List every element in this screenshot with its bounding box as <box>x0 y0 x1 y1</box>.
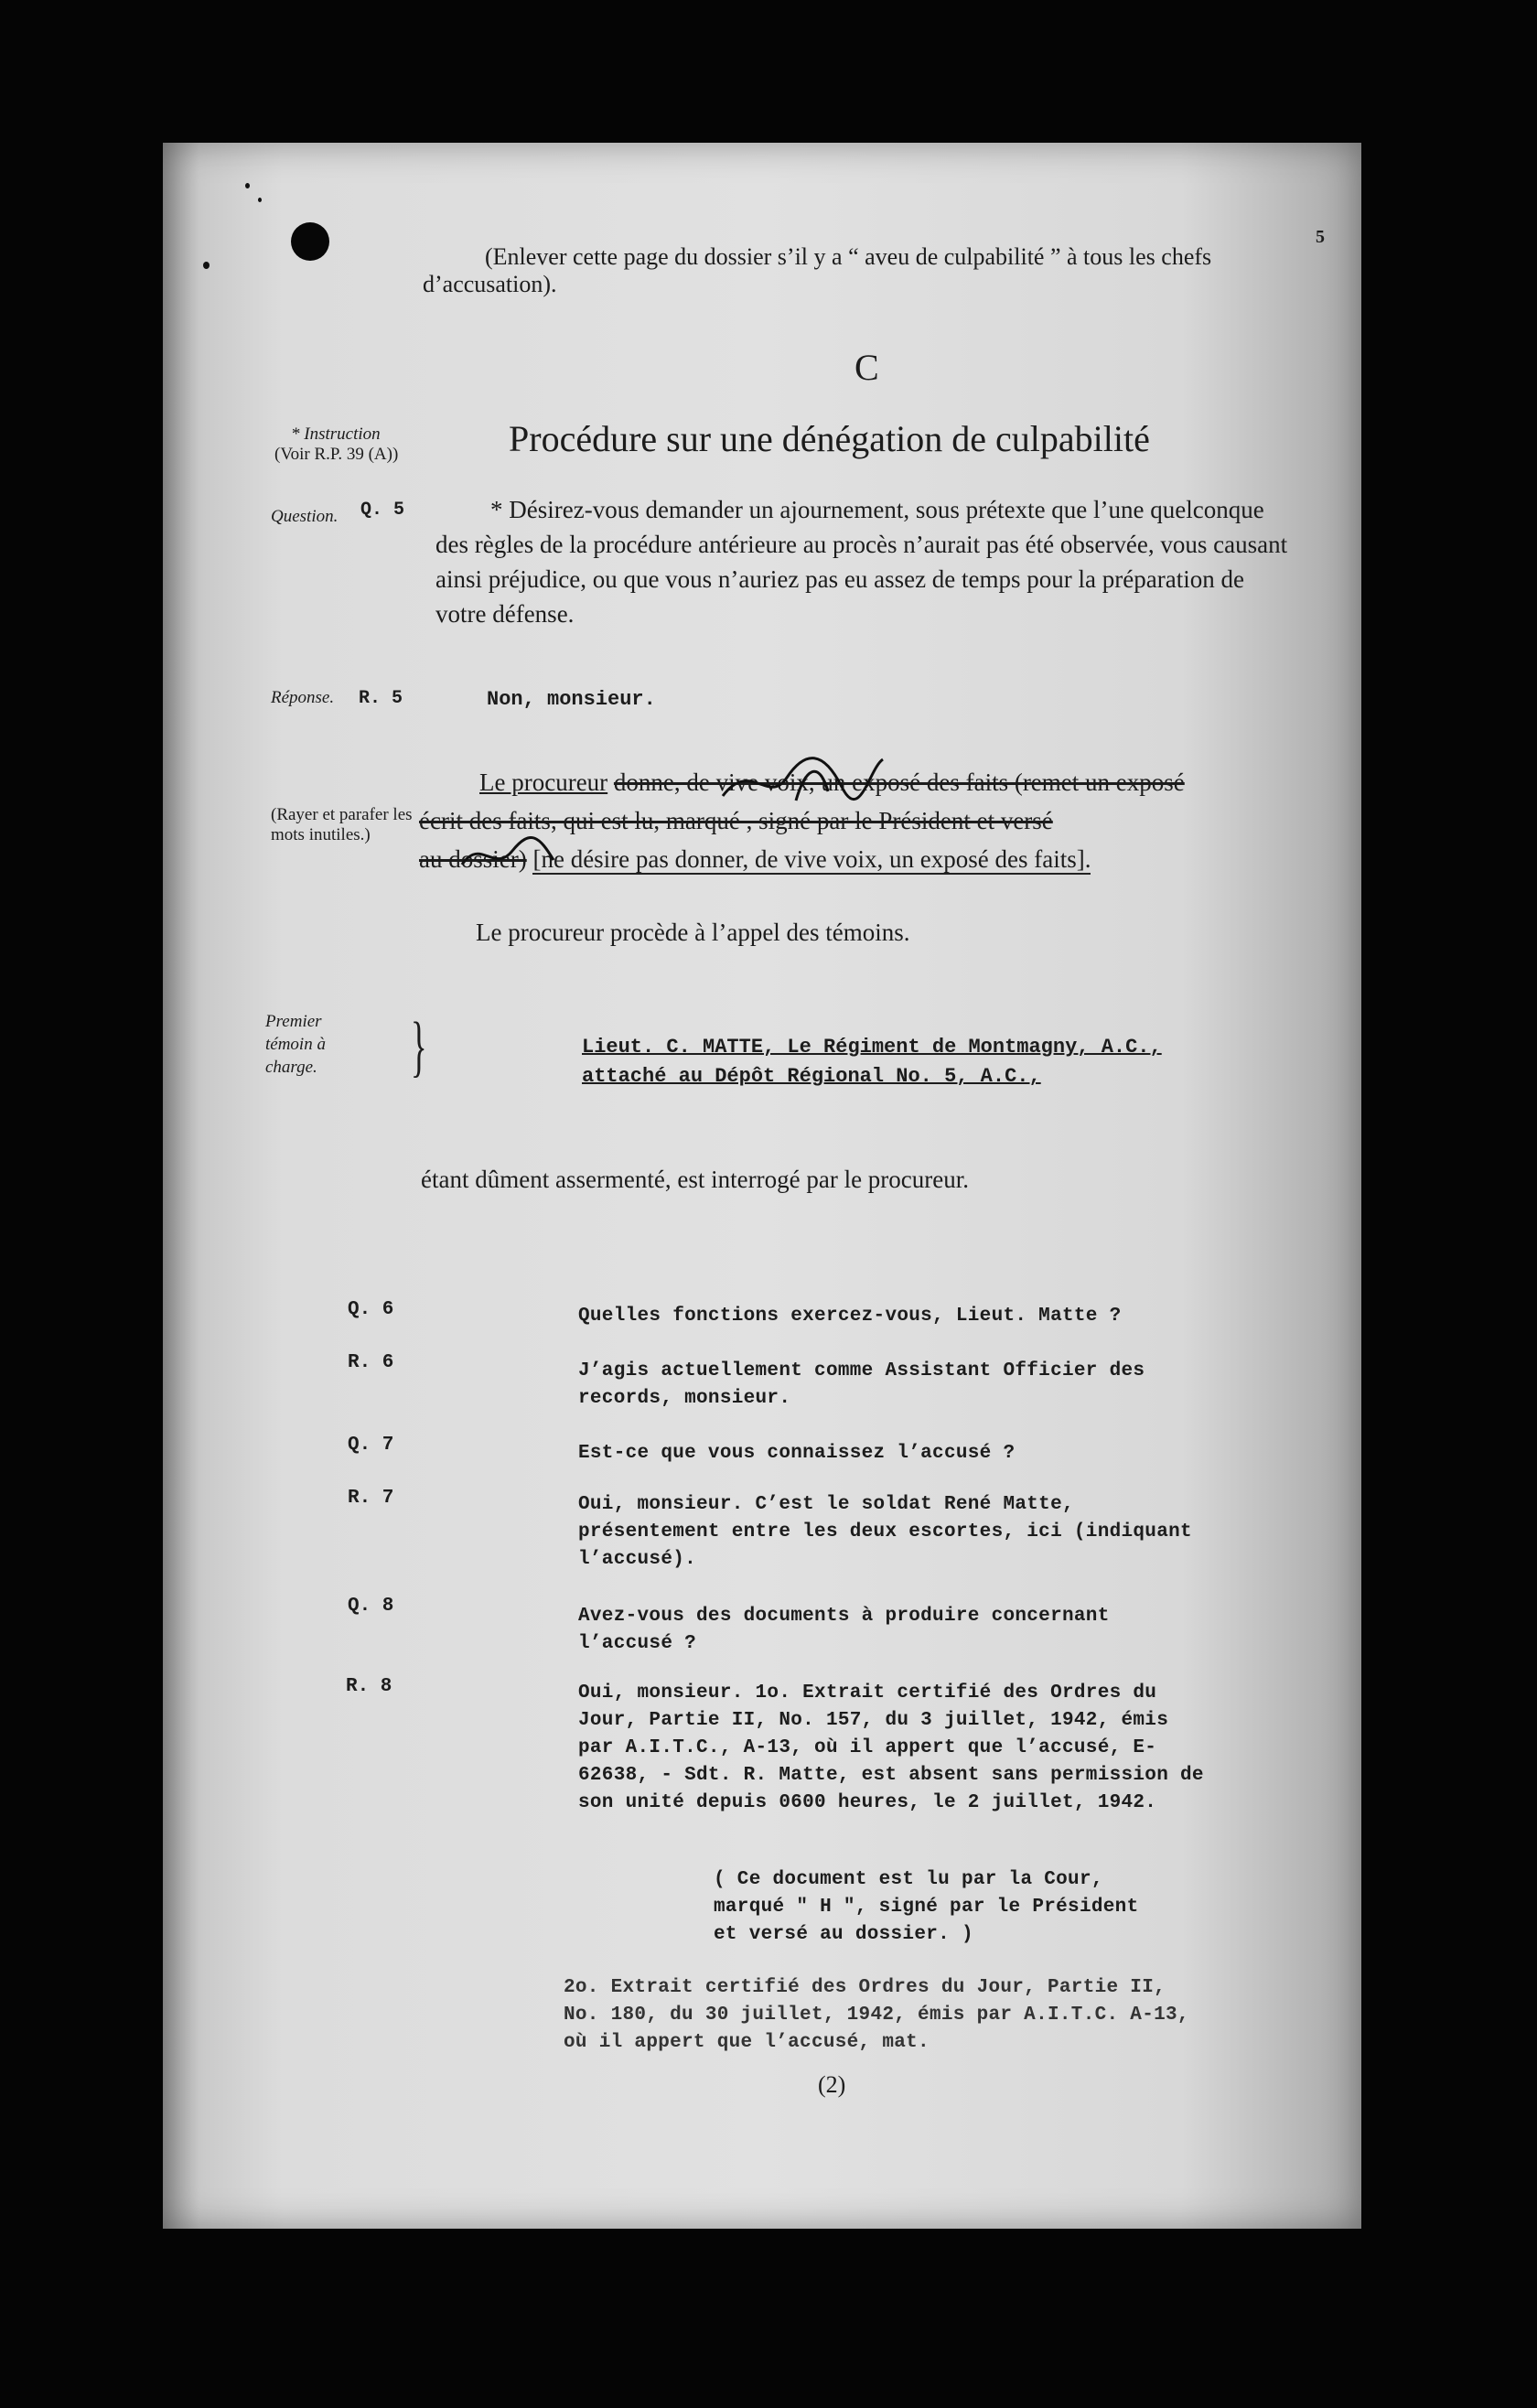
procureur-kept: [ne désire pas donner, de vive voix, un exposé des faits]. <box>532 845 1091 873</box>
r6-number: R. 6 <box>348 1352 394 1373</box>
witness-label: Premier témoin à charge. <box>265 1012 326 1077</box>
page-number: (2) <box>818 2071 846 2098</box>
procureur-struck-2: écrit des faits, qui est lu, marqué , signé par le Président et versé <box>419 807 1053 834</box>
r7-number: R. 7 <box>348 1488 394 1509</box>
q7-text: Est-ce que vous connaissez l’accusé ? <box>578 1443 1016 1464</box>
second-item: 2o. Extrait certifié des Ordres du Jour, Partie II, No. 180, du 30 juillet, 1942, émis par A.I.T.C. A-13, où il appert que l’accusé, mat. <box>564 1977 1189 2053</box>
r7-text: Oui, monsieur. C’est le soldat René Matte, présentement entre les deux escortes, ici (indiquant l’accusé). <box>578 1494 1192 1570</box>
speck <box>245 183 250 188</box>
q8-number: Q. 8 <box>348 1596 394 1617</box>
handwritten-initials-2 <box>457 833 558 878</box>
procureur-lead: Le procureur <box>479 769 608 796</box>
header-note: (Enlever cette page du dossier s’il y a “ aveu de culpabilité ” à tous les chefs d’accusation). <box>423 243 1212 297</box>
handwritten-initials <box>714 750 887 814</box>
witness-brace: } <box>410 1009 427 1084</box>
section-letter: C <box>854 347 879 388</box>
q5-number: Q. 5 <box>360 500 405 521</box>
q5-text: * Désirez-vous demander un ajournement, sous prétexte que l’une quelconque des règles de la procédure antérieure au procès n’aurait pas été observée, vous causant ainsi préjudice, ou que vous n’auriez pas eu assez de temps pour la préparation de votre défense. <box>435 496 1288 628</box>
section-title: Procédure sur une dénégation de culpabilité <box>509 418 1150 459</box>
punch-hole <box>291 222 329 261</box>
instruction-ref: (Voir R.P. 39 (A)) <box>274 445 399 464</box>
procureur-struck-1: donne, de vive voix, un exposé des faits (remet un exposé <box>613 769 1185 796</box>
witness-line1: Lieut. C. MATTE, Le Régiment de Montmagny, A.C., <box>582 1036 1162 1059</box>
corner-mark: 5 <box>1316 227 1325 247</box>
procureur-struck-3: au dossier) <box>419 845 527 873</box>
reponse-label: Réponse. <box>271 688 335 707</box>
r5-text: Non, monsieur. <box>487 688 656 711</box>
question-label: Question. <box>271 507 339 526</box>
rayer-note: (Rayer et parafer les mots inutiles.) <box>271 805 413 844</box>
q8-text: Avez-vous des documents à produire concernant l’accusé ? <box>578 1606 1110 1654</box>
speck <box>258 198 262 202</box>
q7-number: Q. 7 <box>348 1435 394 1456</box>
instruction-label: * Instruction <box>291 425 381 444</box>
appel-temoins: Le procureur procède à l’appel des témoins. <box>476 919 910 946</box>
r8-text: Oui, monsieur. 1o. Extrait certifié des Ordres du Jour, Partie II, No. 157, du 3 juillet, 1942, émis par A.I.T.C., A-13, où il appert que l’accusé, E-62638, - Sdt. R. Matte, est absent sans permission de son unité depuis 0600 heures, le 2 juillet, 1942. <box>578 1682 1204 1813</box>
r6-text: J’agis actuellement comme Assistant Officier des records, monsieur. <box>578 1360 1145 1409</box>
sworn-line: étant dûment assermenté, est interrogé par le procureur. <box>421 1166 970 1193</box>
q6-text: Quelles fonctions exercez-vous, Lieut. Matte ? <box>578 1306 1122 1327</box>
witness-line2: attaché au Dépôt Régional No. 5, A.C., <box>582 1065 1041 1088</box>
exhibit-note: ( Ce document est lu par la Cour, marqué " H ", signé par le Président et versé au dossier. ) <box>714 1869 1139 1945</box>
q6-number: Q. 6 <box>348 1299 394 1320</box>
r8-number: R. 8 <box>346 1676 392 1697</box>
r5-number: R. 5 <box>359 688 403 709</box>
speck <box>203 262 210 269</box>
